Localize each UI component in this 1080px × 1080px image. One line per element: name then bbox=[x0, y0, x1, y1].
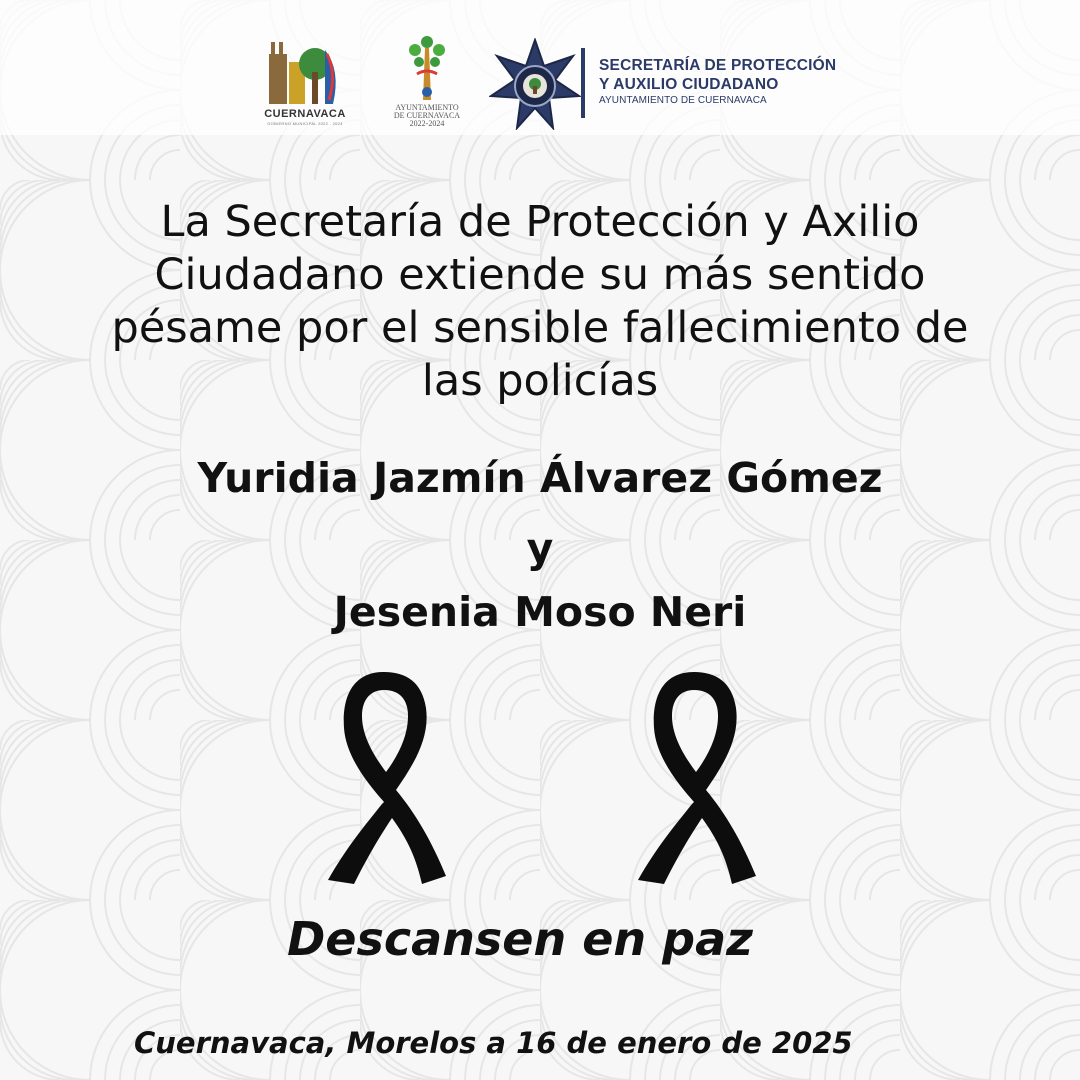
secretaria-line3: AYUNTAMIENTO DE CUERNAVACA bbox=[599, 95, 767, 106]
ayuntamiento-logo bbox=[377, 30, 477, 130]
name-conjunction: y bbox=[526, 524, 554, 572]
secretaria-line1: SECRETARÍA DE PROTECCIÓN bbox=[599, 57, 837, 74]
message-line3: pésame por el sensible fallecimiento de bbox=[111, 303, 969, 353]
ayuntamiento-logo-text bbox=[377, 104, 477, 128]
cuernavaca-logo bbox=[245, 30, 365, 130]
secretaria-text bbox=[599, 56, 836, 108]
deceased-name-second: Jesenia Moso Neri bbox=[333, 588, 747, 636]
police-badge-logo bbox=[489, 30, 589, 130]
black-mourning-ribbon-icon bbox=[322, 668, 446, 884]
secretaria-line2: Y AUXILIO CIUDADANO bbox=[599, 76, 779, 93]
ayuntamiento-tree-logo-icon bbox=[405, 34, 449, 104]
cuernavaca-logo-tagline: GOBIERNO MUNICIPAL 2022 - 2024 bbox=[267, 121, 343, 126]
place-and-date: Cuernavaca, Morelos a 16 de enero de 2025 bbox=[134, 1026, 853, 1060]
cuernavaca-logo-icon bbox=[267, 40, 343, 108]
ayuntamiento-line3: 2022-2024 bbox=[409, 119, 445, 128]
header-logos bbox=[245, 30, 836, 135]
black-mourning-ribbon-icon bbox=[632, 668, 756, 884]
message-line4: las policías bbox=[421, 356, 659, 406]
ayuntamiento-line1: AYUNTAMIENTO bbox=[395, 103, 459, 112]
ayuntamiento-line2: DE CUERNAVACA bbox=[393, 111, 461, 120]
message-line2: Ciudadano extiende su más sentido bbox=[154, 250, 926, 300]
police-star-badge-icon bbox=[489, 38, 581, 130]
deceased-name-first: Yuridia Jazmín Álvarez Gómez bbox=[197, 454, 883, 502]
cuernavaca-logo-name: CUERNAVACA bbox=[264, 108, 346, 120]
closing-rip: Descansen en paz bbox=[287, 912, 753, 966]
condolence-message bbox=[40, 196, 1040, 408]
message-line1: La Secretaría de Protección y Axilio bbox=[160, 197, 920, 247]
